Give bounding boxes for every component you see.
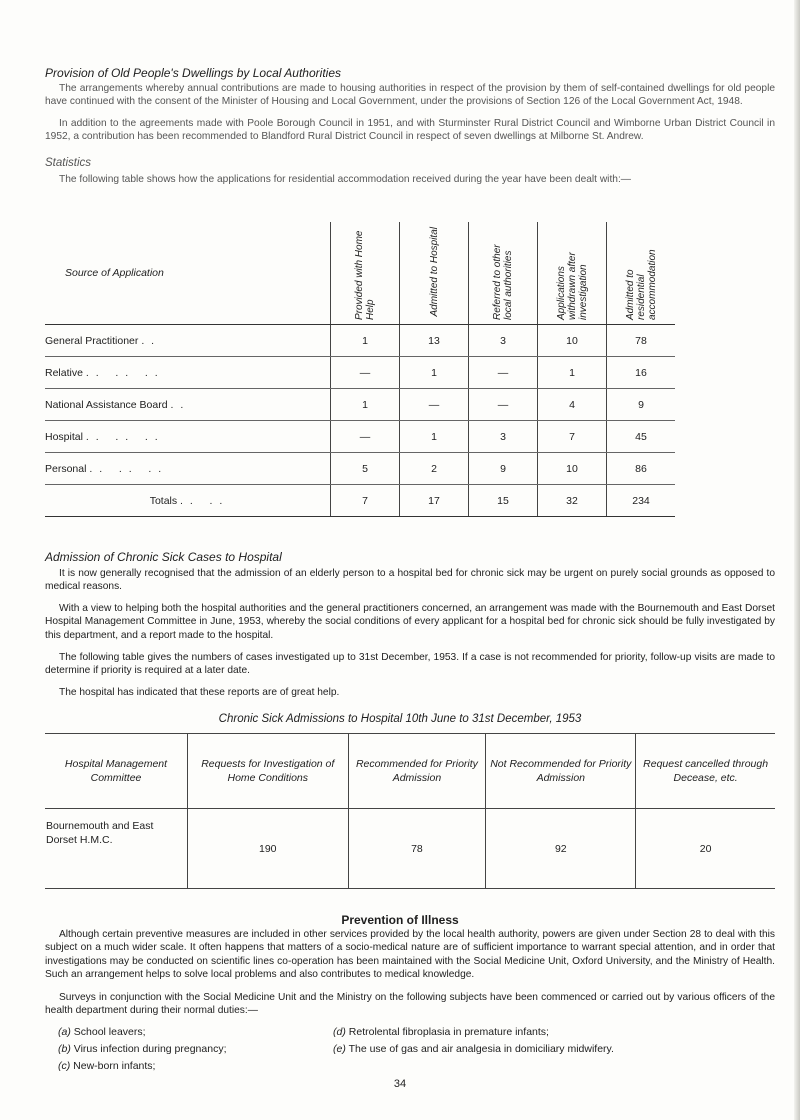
section-heading-prevention: Prevention of Illness — [341, 913, 459, 927]
table-cell: 86 — [607, 453, 676, 485]
list-item: (a) School leavers; — [58, 1026, 146, 1038]
paragraph: It is now generally recognised that the admission of an elderly person to a hospital bed for chronic sick may be urgent on purely social grounds as opposed to medical reasons. — [45, 568, 775, 593]
column-header: Provided with Home Help — [331, 222, 400, 325]
table-cell: 78 — [348, 809, 486, 889]
table-cell: 13 — [400, 325, 469, 357]
table-cell: 10 — [538, 453, 607, 485]
row-label: General Practitioner . . — [45, 325, 331, 357]
chronic-sick-table — [45, 733, 775, 889]
list-item: (b) Virus infection during pregnancy; — [58, 1043, 227, 1055]
row-label: National Assistance Board . . — [45, 389, 331, 421]
survey-list-right — [333, 1024, 614, 1058]
totals-row — [45, 485, 675, 517]
section-heading-statistics: Statistics — [45, 157, 92, 169]
column-header: Referred to other local authorities — [469, 222, 538, 325]
table-row — [45, 325, 675, 357]
table-cell: 1 — [400, 421, 469, 453]
table-cell: 1 — [538, 357, 607, 389]
applications-table — [45, 222, 675, 517]
table-cell: 1 — [400, 357, 469, 389]
row-label: Bournemouth and East Dorset H.M.C. — [45, 809, 188, 889]
table-cell: 16 — [607, 357, 676, 389]
table-row — [45, 809, 775, 889]
section-heading-old-peoples-dwellings: Provision of Old People's Dwellings by Local Authorities — [45, 66, 341, 80]
table-cell: 9 — [607, 389, 676, 421]
section-heading-chronic-sick: Admission of Chronic Sick Cases to Hospital — [45, 550, 282, 564]
paragraph: The arrangements whereby annual contributions are made to housing authorities in respect of the provision by them of self-contained dwellings for old people have continued with the consent of the Minister of Housing and Local Government, under the provisions of Section 126 of the Local Government Act, 1948. — [45, 83, 775, 108]
column-header: Hospital Management Committee — [45, 734, 188, 809]
row-label: Totals . . . . — [45, 485, 331, 517]
column-header: Admitted to residential accommodation — [607, 222, 676, 325]
table-cell: 45 — [607, 421, 676, 453]
table-cell: 4 — [538, 389, 607, 421]
paragraph: The hospital has indicated that these reports are of great help. — [59, 687, 340, 698]
table-cell: — — [400, 389, 469, 421]
table-row — [45, 421, 675, 453]
table-cell: 190 — [188, 809, 349, 889]
row-label: Relative . . . . . . — [45, 357, 331, 389]
table-cell: 92 — [486, 809, 636, 889]
table-cell: 15 — [469, 485, 538, 517]
table-cell: 17 — [400, 485, 469, 517]
column-header: Requests for Investigation of Home Conditions — [188, 734, 349, 809]
paragraph: The following table gives the numbers of cases investigated up to 31st December, 1953. If a case is not recommended for priority, follow-up visits are made to determine if priority is required at a later date. — [45, 652, 775, 677]
column-header: Applications withdrawn after investigation — [538, 222, 607, 325]
table-cell: — — [331, 421, 400, 453]
table-cell: 32 — [538, 485, 607, 517]
row-label: Hospital . . . . . . — [45, 421, 331, 453]
table-cell: — — [331, 357, 400, 389]
column-header-source: Source of Application — [45, 222, 331, 325]
column-header: Request cancelled through Decease, etc. — [636, 734, 775, 809]
table-cell: 3 — [469, 325, 538, 357]
table-cell: 7 — [538, 421, 607, 453]
table-cell: — — [469, 357, 538, 389]
paragraph: In addition to the agreements made with Poole Borough Council in 1951, and with Sturminster Rural District Council and Wimborne Urban District Council in 1952, a contribution has been recommended to Blandford Rural District Council in respect of seven dwellings at Milborne St. Andrew. — [45, 118, 775, 143]
column-header: Not Recommended for Priority Admission — [486, 734, 636, 809]
row-label: Personal . . . . . . — [45, 453, 331, 485]
table-row — [45, 357, 675, 389]
table-cell: — — [469, 389, 538, 421]
table-cell: 9 — [469, 453, 538, 485]
page-number: 34 — [393, 1078, 407, 1090]
table-cell: 5 — [331, 453, 400, 485]
paragraph: With a view to helping both the hospital authorities and the general practitioners concerned, an arrangement was made with the Bournemouth and East Dorset Hospital Management Committee in June, 1953, whereby the social conditions of every applicant for a hospital bed for chronic sick should be fully investigated by this department, and a report made to the hospital. — [45, 603, 775, 641]
paragraph: The following table shows how the applications for residential accommodation received during the year have been dealt with:— — [59, 174, 631, 185]
table-cell: 3 — [469, 421, 538, 453]
table-cell: 234 — [607, 485, 676, 517]
page-edge-shadow — [794, 0, 800, 1120]
table-title: Chronic Sick Admissions to Hospital 10th June to 31st December, 1953 — [218, 713, 582, 725]
table-cell: 7 — [331, 485, 400, 517]
survey-list-left — [58, 1024, 227, 1075]
list-item: (c) New-born infants; — [58, 1060, 156, 1072]
table-cell: 1 — [331, 325, 400, 357]
list-item: (e) The use of gas and air analgesia in domiciliary midwifery. — [333, 1043, 614, 1055]
table-cell: 1 — [331, 389, 400, 421]
paragraph: Surveys in conjunction with the Social Medicine Unit and the Ministry on the following subjects have been commenced or carried out by various officers of the health department during their normal duties:— — [45, 992, 775, 1017]
list-item: (d) Retrolental fibroplasia in premature infants; — [333, 1026, 549, 1038]
column-header: Recommended for Priority Admission — [348, 734, 486, 809]
paragraph: Although certain preventive measures are included in other services provided by the local health authority, powers are given under Section 28 to deal with this subject on a much wider scale. It often happens that matters of a socio-medical nature are of sufficient importance to warrant special attention, and in order that investigations may be conducted on scientific lines co-operation has been maintained with the Social Medicine Unit, Oxford University, and the Ministry of Health. Such an arrangement helps to solve local problems and also contributes to medical knowledge. — [45, 929, 775, 981]
column-header: Admitted to Hospital — [400, 222, 469, 325]
table-cell: 78 — [607, 325, 676, 357]
table-row — [45, 453, 675, 485]
table-row — [45, 389, 675, 421]
table-cell: 2 — [400, 453, 469, 485]
table-cell: 10 — [538, 325, 607, 357]
table-cell: 20 — [636, 809, 775, 889]
